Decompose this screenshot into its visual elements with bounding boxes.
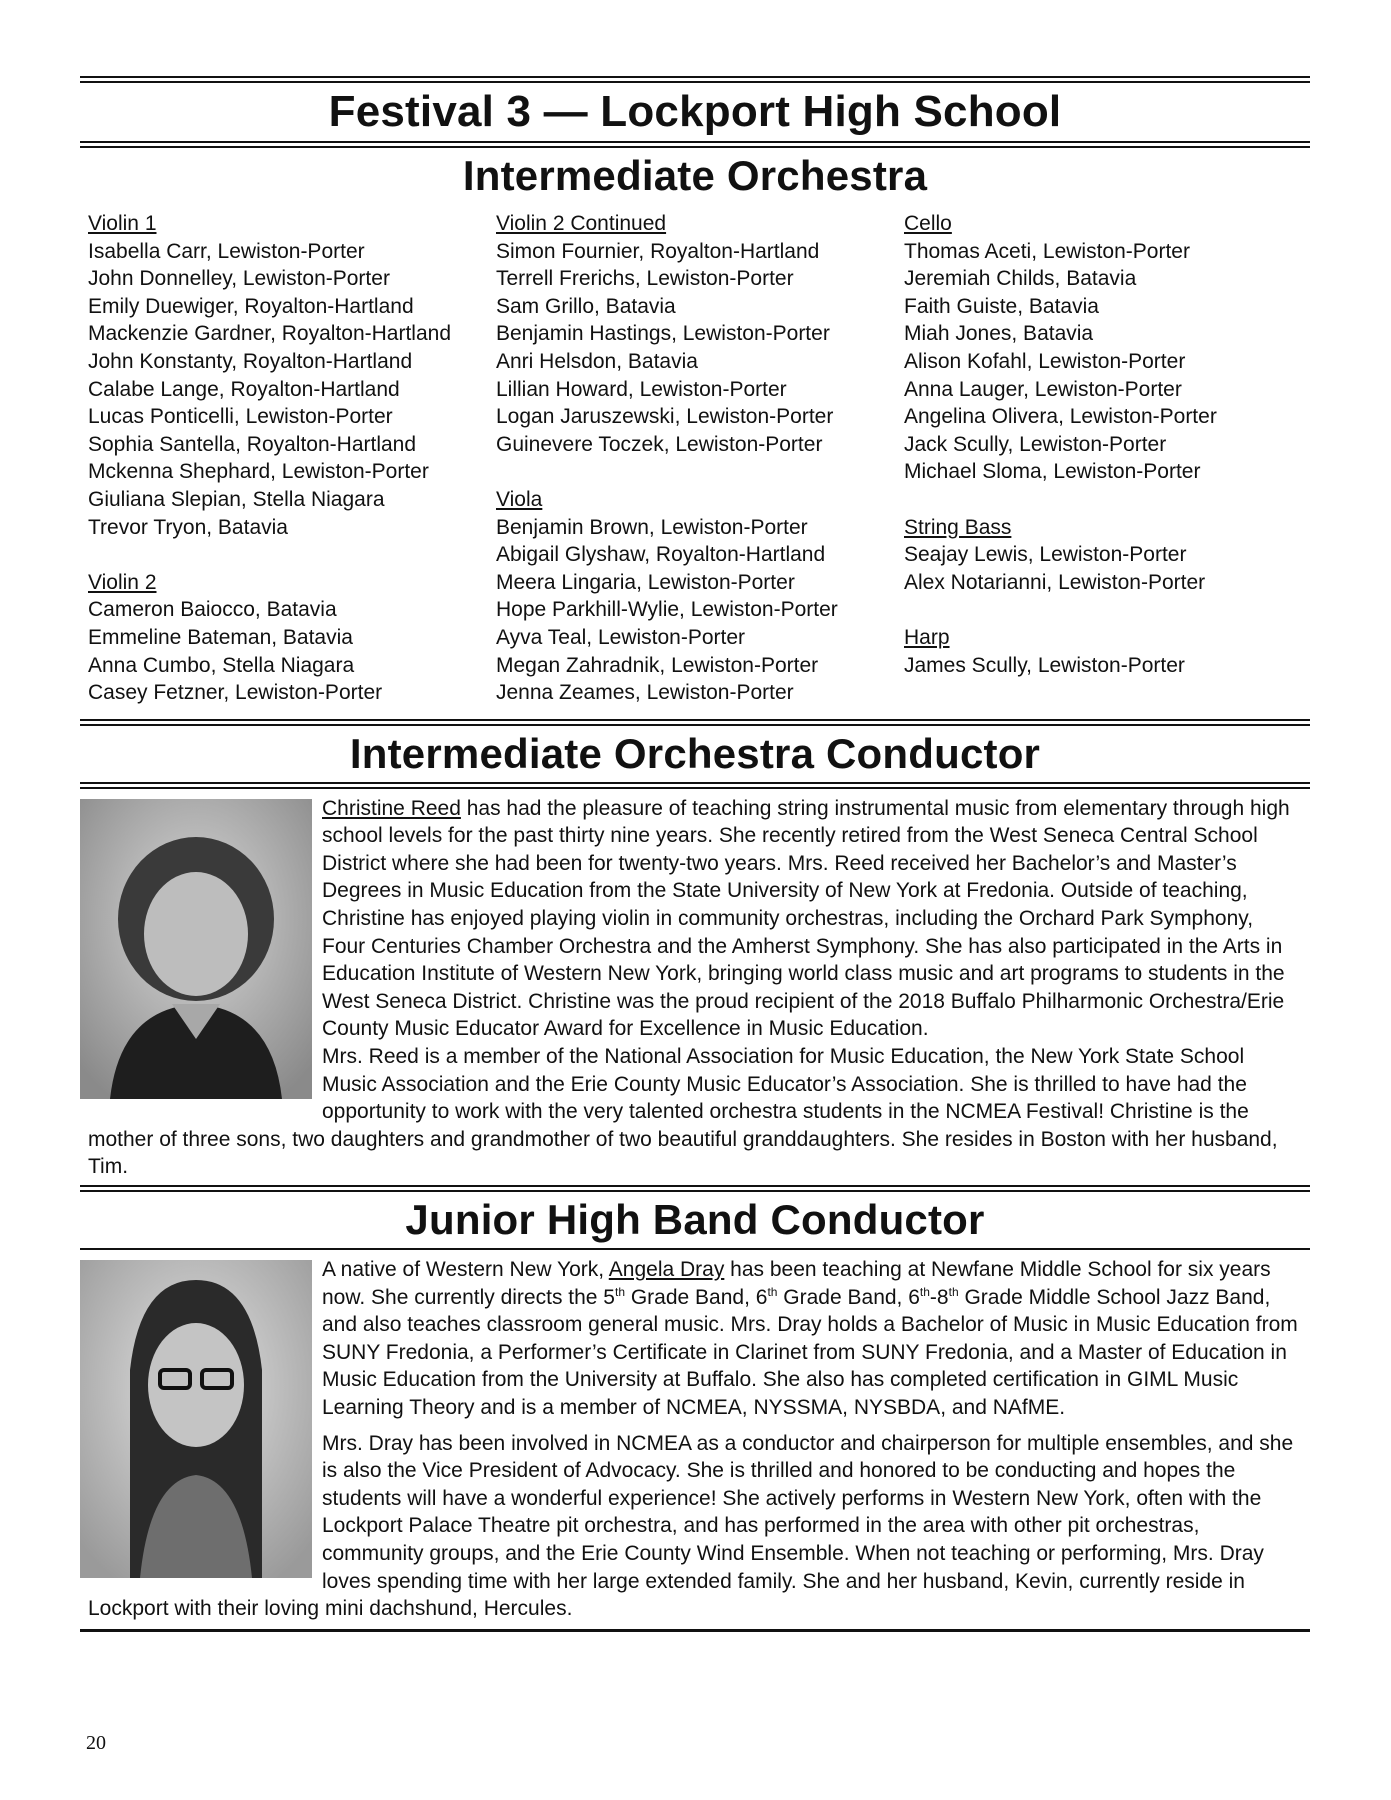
member-entry: Alison Kofahl, Lewiston-Porter xyxy=(904,349,1186,373)
member-entry: Mackenzie Gardner, Royalton-Hartland xyxy=(88,322,452,346)
member-entry: Lillian Howard, Lewiston-Porter xyxy=(496,377,787,401)
top-rule xyxy=(80,76,1310,83)
section-heading-cello: Cello xyxy=(904,212,952,235)
spacer xyxy=(904,596,1304,624)
member-entry: Sam Grillo, Batavia xyxy=(496,294,676,318)
section-rule xyxy=(80,1248,1310,1250)
section-rule xyxy=(80,1185,1310,1192)
roster-column-2 xyxy=(496,210,904,707)
spacer xyxy=(904,486,1304,514)
section-heading-string-bass: String Bass xyxy=(904,515,1012,539)
member-list-violin2-continued xyxy=(496,238,904,459)
member-entry: James Scully, Lewiston-Porter xyxy=(904,653,1185,677)
member-entry: Casey Fetzner, Lewiston-Porter xyxy=(88,681,383,705)
ordinal-suffix: th xyxy=(615,1284,626,1299)
member-list-string-bass xyxy=(904,541,1304,596)
bio-text: -8 xyxy=(929,1285,949,1309)
bottom-rule xyxy=(80,1629,1310,1632)
roster-column-3 xyxy=(904,210,1304,707)
member-entry: Abigail Glyshaw, Royalton-Hartland xyxy=(496,543,826,567)
member-entry: Angelina Olivera, Lewiston-Porter xyxy=(904,405,1217,429)
ordinal-suffix: th xyxy=(948,1284,959,1299)
member-entry: Emily Duewiger, Royalton-Hartland xyxy=(88,294,414,318)
section-heading-viola: Viola xyxy=(496,487,543,511)
member-entry: Giuliana Slepian, Stella Niagara xyxy=(88,487,385,511)
program-page xyxy=(80,76,1310,1632)
orchestra-title: Intermediate Orchestra xyxy=(462,152,928,199)
band-conductor-paragraph-2: Mrs. Dray has been involved in NCMEA as a conductor and chairperson for multiple ensembles, and she is also the Vice President of Advocacy. She is thrilled and honored to be conducting and hopes the students will have a wonderful experience! She actively performs in Western New York, often with the Lockport Palace Theatre pit orchestra, and has performed in the area with other pit orchestras, community groups, and the Erie County Wind Ensemble. When not teaching or performing, Mrs. Dray loves spending time with her large extended family. She and her husband, Kevin, currently reside in Lockport with their loving mini dachshund, Hercules. xyxy=(88,1431,1294,1621)
portrait-image xyxy=(80,799,312,1099)
member-entry: Calabe Lange, Royalton-Hartland xyxy=(88,377,400,401)
member-entry: Anri Helsdon, Batavia xyxy=(496,349,698,373)
ordinal-suffix: th xyxy=(919,1284,930,1299)
page-number: 20 xyxy=(86,1732,106,1754)
member-entry: Benjamin Brown, Lewiston-Porter xyxy=(496,515,808,539)
member-entry: Guinevere Toczek, Lewiston-Porter xyxy=(496,432,823,456)
section-heading-violin2-continued: Violin 2 Continued xyxy=(496,212,667,235)
bio-text: has been teaching at Newfane Middle School for six years now. She currently directs the 5 xyxy=(322,1258,1271,1309)
member-entry: Seajay Lewis, Lewiston-Porter xyxy=(904,543,1187,567)
member-entry: Anna Lauger, Lewiston-Porter xyxy=(904,377,1182,401)
member-entry: Isabella Carr, Lewiston-Porter xyxy=(88,239,365,263)
section-heading-violin1: Violin 1 xyxy=(88,212,157,235)
member-entry: Miah Jones, Batavia xyxy=(904,322,1094,346)
member-entry: Cameron Baiocco, Batavia xyxy=(88,598,337,622)
member-entry: Emmeline Bateman, Batavia xyxy=(88,625,353,649)
conductor-photo-dray xyxy=(80,1260,312,1578)
member-entry: Anna Cumbo, Stella Niagara xyxy=(88,653,355,677)
member-entry: Sophia Santella, Royalton-Hartland xyxy=(88,432,417,456)
member-entry: Jack Scully, Lewiston-Porter xyxy=(904,432,1167,456)
bio-text: Grade Band, 6 xyxy=(625,1285,768,1309)
member-entry: Jenna Zeames, Lewiston-Porter xyxy=(496,681,794,705)
member-list-harp xyxy=(904,652,1304,680)
member-entry: Thomas Aceti, Lewiston-Porter xyxy=(904,239,1190,263)
bio-text: Grade Middle School Jazz Band, and also teaches classroom general music. Mrs. Dray holds a Bachelor of Music in Music Education from SUNY Fredonia, a Performer’s Certificate in Clarinet from SUNY Fredonia, and a Master of Education in Music Education from the University at Buffalo. She also has completed certification in GIML Music Learning Theory and is a member of NCMEA, NYSSMA, NYSBDA, and NAfME. xyxy=(322,1285,1298,1419)
title-rule xyxy=(80,141,1310,148)
member-entry: Hope Parkhill-Wylie, Lewiston-Porter xyxy=(496,598,838,622)
conductor-photo-reed xyxy=(80,799,312,1099)
bio-text: A native of Western New York, xyxy=(322,1258,609,1281)
member-entry: Logan Jaruszewski, Lewiston-Porter xyxy=(496,405,834,429)
band-conductor-bio xyxy=(80,1256,1310,1623)
section-rule xyxy=(80,719,1310,726)
orchestra-conductor-title: Intermediate Orchestra Conductor xyxy=(349,729,1041,777)
member-entry: Terrell Frerichs, Lewiston-Porter xyxy=(496,267,794,291)
section-heading-harp: Harp xyxy=(904,625,950,649)
section-heading-violin2: Violin 2 xyxy=(88,570,157,594)
member-list-cello xyxy=(904,238,1304,486)
member-entry: Benjamin Hastings, Lewiston-Porter xyxy=(496,322,830,346)
member-entry: Meera Lingaria, Lewiston-Porter xyxy=(496,570,795,594)
portrait-image xyxy=(80,1260,312,1578)
member-list-violin2 xyxy=(88,596,496,706)
member-list-viola xyxy=(496,514,904,707)
spacer xyxy=(496,458,904,486)
roster-column-1 xyxy=(80,210,496,707)
member-entry: John Donnelley, Lewiston-Porter xyxy=(88,267,390,291)
ordinal-suffix: th xyxy=(767,1284,778,1299)
bio-text: has had the pleasure of teaching string instrumental music from elementary through high school levels for the past thirty nine years. She recently retired from the West Seneca Central School District where she had been for twenty-two years. Mrs. Reed received her Bachelor’s and Master’s Degrees in Music Education from the State University of New York at Fredonia. Outside of teaching, Christine has enjoyed playing violin in community orchestras, including the Orchard Park Symphony, Four Centuries Chamber Orchestra and the Amherst Symphony. She has also participated in the Arts in Education Institute of Western New York, bringing world class music and art programs to students in the West Seneca District. Christine was the proud recipient of the 2018 Buffalo Philharmonic Orchestra/Erie County Music Educator Award for Excellence in Music Education. xyxy=(322,796,1290,1041)
page-title: Festival 3 — Lockport High School xyxy=(328,87,1062,136)
orchestra-roster xyxy=(80,210,1310,707)
member-entry: Ayva Teal, Lewiston-Porter xyxy=(496,625,746,649)
spacer xyxy=(88,541,496,569)
member-entry: Mckenna Shephard, Lewiston-Porter xyxy=(88,460,429,484)
member-entry: John Konstanty, Royalton-Hartland xyxy=(88,349,413,373)
band-conductor-title: Junior High Band Conductor xyxy=(405,1196,985,1243)
member-entry: Trevor Tryon, Batavia xyxy=(88,515,288,539)
member-entry: Megan Zahradnik, Lewiston-Porter xyxy=(496,653,819,677)
orchestra-conductor-paragraph-2: Mrs. Reed is a member of the National Association for Music Education, the New York State School Music Association and the Erie County Music Educator’s Association. She is thrilled to have had the opportunity to work with the very talented orchestra students in the NCMEA Festival! Christine is the mother of three sons, two daughters and grandmother of two beautiful granddaughters. She resides in Boston with her husband, Tim. xyxy=(88,1045,1278,1179)
member-entry: Jeremiah Childs, Batavia xyxy=(904,267,1137,291)
member-entry: Lucas Ponticelli, Lewiston-Porter xyxy=(88,405,393,429)
conductor-name-dray: Angela Dray xyxy=(608,1258,725,1281)
member-list-violin1 xyxy=(88,238,496,542)
orchestra-conductor-bio xyxy=(80,795,1310,1181)
member-entry: Alex Notarianni, Lewiston-Porter xyxy=(904,570,1206,594)
conductor-name-reed: Christine Reed xyxy=(322,796,461,820)
member-entry: Michael Sloma, Lewiston-Porter xyxy=(904,460,1201,484)
bio-text: Grade Band, 6 xyxy=(777,1285,920,1309)
member-entry: Simon Fournier, Royalton-Hartland xyxy=(496,239,820,263)
section-rule xyxy=(80,782,1310,789)
member-entry: Faith Guiste, Batavia xyxy=(904,294,1099,318)
